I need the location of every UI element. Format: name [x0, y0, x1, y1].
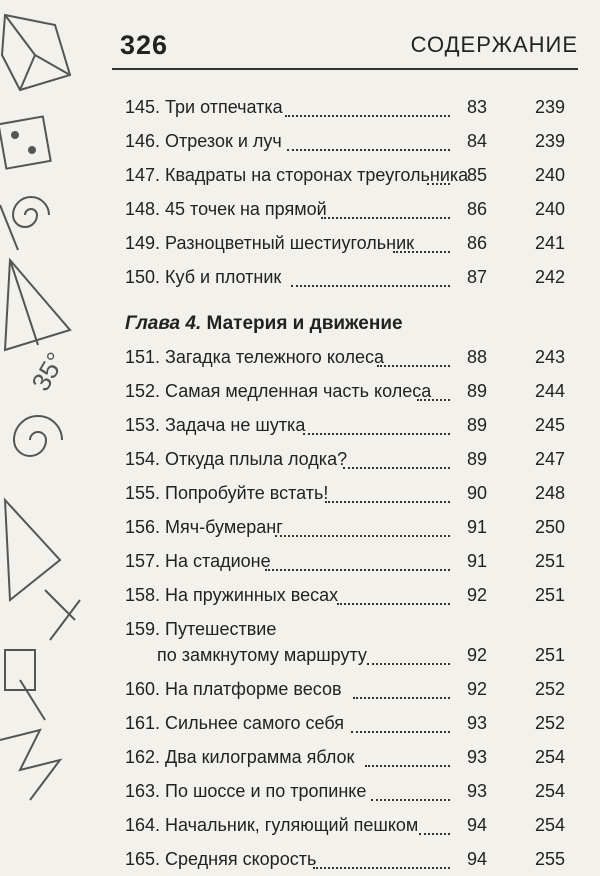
dot-leader [291, 251, 450, 287]
toc-entry [125, 740, 570, 774]
toc-entry-title: 151. Загадка тележного колеса [125, 347, 385, 367]
toc-entry-title: 162. Два килограмма яблок [125, 747, 355, 767]
pencil-doodle [20, 680, 45, 720]
problem-page: 92 [466, 679, 487, 699]
toc-entry [125, 842, 570, 876]
toc-entry [125, 340, 570, 374]
toc-entry [125, 260, 570, 294]
problem-page: 86 [466, 233, 487, 253]
problem-page: 87 [466, 267, 487, 287]
problem-page: 93 [466, 713, 487, 733]
answer-page: 254 [534, 747, 565, 767]
section-title: СОДЕРЖАНИЕ [410, 32, 578, 57]
answer-page: 254 [534, 781, 565, 801]
problem-page: 90 [466, 483, 487, 503]
dot-leader [365, 731, 450, 767]
margin-doodles [0, 0, 92, 811]
problem-page: 83 [466, 97, 487, 117]
dot-leader [351, 697, 450, 733]
page-number: 326 [120, 30, 169, 60]
triangle-doodle [5, 500, 60, 600]
answer-page: 241 [534, 233, 565, 253]
dot-leader [265, 535, 450, 571]
answer-page: 239 [534, 97, 565, 117]
toc-entry-title: 146. Отрезок и луч [125, 131, 282, 151]
answer-page: 248 [534, 483, 565, 503]
dot-leader [377, 331, 450, 367]
dice-doodle [0, 117, 51, 169]
toc-entry-title: 163. По шоссе и по тропинке [125, 781, 367, 801]
dot-leader [393, 217, 450, 253]
answer-page: 251 [534, 551, 565, 571]
toc-entry [125, 192, 570, 226]
toc-entry-title: 153. Задача не шутка [125, 415, 306, 435]
problem-page: 89 [466, 415, 487, 435]
cube-doodle [5, 650, 35, 690]
problem-page: 84 [466, 131, 487, 151]
dot-leader [419, 799, 450, 835]
dot-leader [427, 149, 450, 185]
toc-entry-title: 150. Куб и плотник [125, 267, 282, 287]
toc-entry-title: 157. На стадионе [125, 551, 271, 571]
answer-page: 250 [534, 517, 565, 537]
toc-entry [125, 578, 570, 612]
answer-page: 242 [534, 267, 565, 287]
toc-entry [125, 774, 570, 808]
page-header [112, 28, 578, 70]
toc-entry-title: 148. 45 точек на прямой [125, 199, 327, 219]
toc-entry [125, 124, 570, 158]
answer-page: 240 [534, 165, 565, 185]
toc-entry-title: 155. Попробуйте встать! [125, 483, 329, 503]
dot-leader [325, 467, 450, 503]
spiral-doodle [13, 197, 49, 227]
dot-leader [287, 115, 450, 151]
problem-page: 91 [466, 551, 487, 571]
toc-entry-title: 149. Разноцветный шестиугольник [125, 233, 415, 253]
answer-page: 239 [534, 131, 565, 151]
problem-page: 85 [466, 165, 487, 185]
dot-leader [367, 629, 450, 665]
answer-page: 240 [534, 199, 565, 219]
dot-leader [313, 833, 450, 869]
toc-entry-title-continued: по замкнутому маршруту [157, 645, 367, 665]
toc-entry-title: 159. Путешествие [125, 619, 277, 639]
toc-entry-title: 161. Сильнее самого себя [125, 713, 344, 733]
toc-entry [125, 612, 570, 672]
answer-page: 251 [534, 645, 565, 665]
toc-entry-title: 158. На пружинных весах [125, 585, 339, 605]
spiral-doodle-2 [14, 416, 62, 456]
table-of-contents [125, 90, 570, 876]
problem-page: 92 [466, 645, 487, 665]
answer-page: 247 [534, 449, 565, 469]
dot-leader [337, 569, 450, 605]
dot-leader [303, 399, 450, 435]
toc-entry-title: 152. Самая медленная часть колеса [125, 381, 432, 401]
problem-page: 94 [466, 815, 487, 835]
toc-entry [125, 706, 570, 740]
problem-page: 93 [466, 781, 487, 801]
dot-leader [285, 81, 450, 117]
answer-page: 255 [534, 849, 565, 869]
toc-entry-title: 145. Три отпечатка [125, 97, 283, 117]
problem-page: 86 [466, 199, 487, 219]
angle-label-doodle: 35° [25, 346, 72, 396]
dot-leader [321, 183, 450, 219]
dot-leader [275, 501, 450, 537]
problem-page: 88 [466, 347, 487, 367]
problem-page: 94 [466, 849, 487, 869]
toc-entry-title: 156. Мяч-бумеранг [125, 517, 283, 537]
problem-page: 89 [466, 381, 487, 401]
toc-entry-title: 160. На платформе весов [125, 679, 342, 699]
problem-page: 92 [466, 585, 487, 605]
answer-page: 245 [534, 415, 565, 435]
dot-leader [343, 433, 450, 469]
dot-leader [417, 365, 450, 401]
answer-page: 244 [534, 381, 565, 401]
dot-leader [353, 663, 450, 699]
chapter-name: Материя и движение [206, 313, 403, 334]
chapter-heading [125, 294, 570, 340]
problem-page: 93 [466, 747, 487, 767]
toc-entry-title: 147. Квадраты на сторонах треугольника [125, 165, 469, 185]
zigzag-doodle [0, 730, 60, 800]
toc-entry-title: 165. Средняя скорость [125, 849, 317, 869]
answer-page: 252 [534, 679, 565, 699]
dot-leader [371, 765, 450, 801]
answer-page: 251 [534, 585, 565, 605]
problem-page: 89 [466, 449, 487, 469]
chapter-label: Глава 4. [125, 313, 202, 334]
answer-page: 243 [534, 347, 565, 367]
problem-page: 91 [466, 517, 487, 537]
toc-entry-title: 164. Начальник, гуляющий пешком [125, 815, 419, 835]
answer-page: 254 [534, 815, 565, 835]
toc-entry-title: 154. Откуда плыла лодка? [125, 449, 348, 469]
toc-entry [125, 672, 570, 706]
answer-page: 252 [534, 713, 565, 733]
